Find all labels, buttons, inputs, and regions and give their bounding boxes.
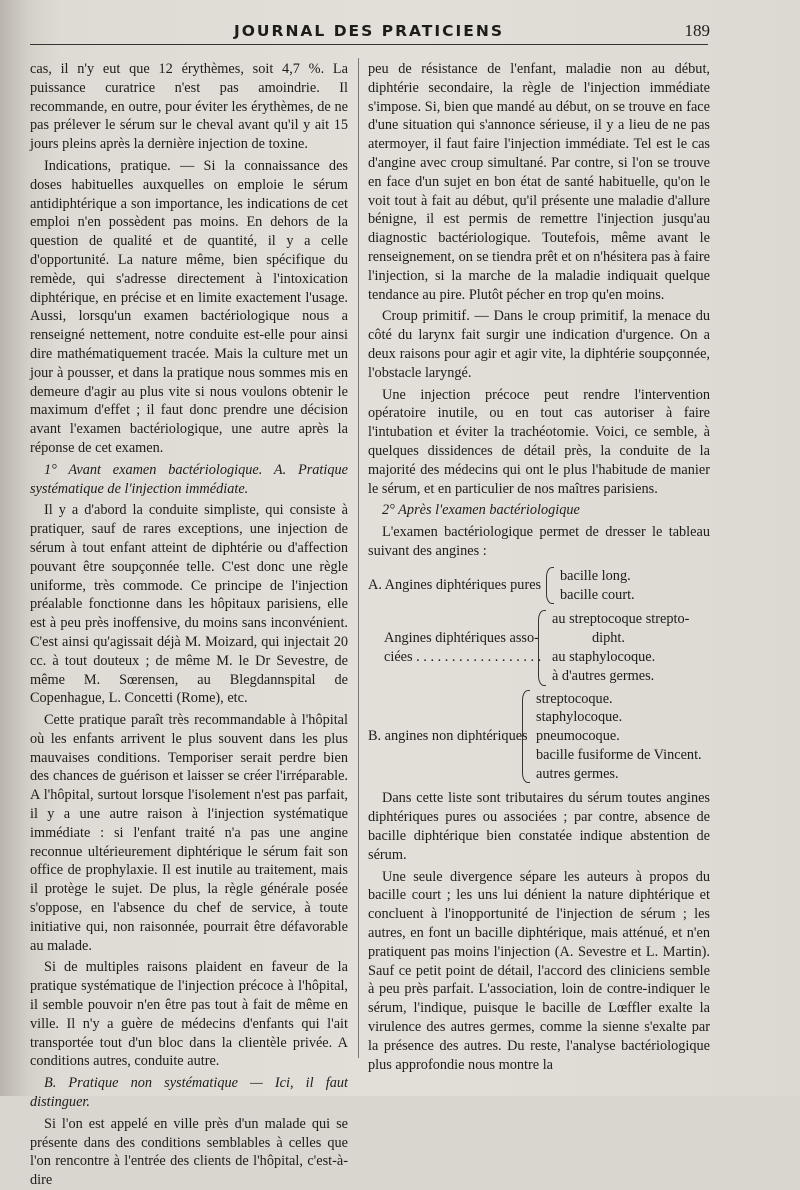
- group-item: bacille fusiforme de Vincent.: [536, 746, 702, 763]
- paragraph-croup: Croup primitif. — Dans le croup primitif, la menace du côté du larynx fait surgir une indication d'urgence. On a deux raisons pour agir et agir vite, la diphtérie soupçonnée, l'obstacle laryngé.: [368, 308, 710, 381]
- right-column: [368, 60, 710, 1074]
- paragraph: peu de résistance de l'enfant, maladie non au début, diphtérie secondaire, la règle de l'injection immédiate s'impose. Si, bien que mandé au début, on se trouve en face d'une situation qui s'annonce sérieuse, il y a lieu de ne pas atermoyer, il faut faire l'injection immédiate. Tel est le cas d'angine avec croup simultané. Par contre, si l'on se trouve en face d'un sujet en bon état de santé habituelle, qu'on le voit tout à fait au début, qu'il présente une maladie d'allure bénigne, il est permis de remettre l'injection jusqu'au diagnostic bactériologique. Toutefois, même avant le renseignement, on se tiendra prêt et on n'hésitera pas à faire l'injection, si la marche de la maladie indiquait quelque tendance au pire. Plutôt pécher en trop qu'en moins.: [368, 61, 710, 303]
- group-item: dipht.: [592, 630, 625, 647]
- group-item: bacille court.: [560, 586, 635, 603]
- running-title: JOURNAL DES PRATICIENS: [233, 22, 504, 40]
- group-item: pneumocoque.: [536, 728, 620, 745]
- paragraph: Si l'on est appelé en ville près d'un malade qui se présente dans des conditions semblables à celles que l'on rencontre à l'entrée des clients de l'hôpital, c'est-à-dire: [30, 1115, 348, 1189]
- brace: [546, 567, 554, 605]
- brace: [538, 610, 546, 685]
- section-heading-before-exam: 1° Avant examen bactériologique. A. Pratique systématique de l'injection immédiate.: [30, 461, 348, 497]
- brace: [522, 690, 530, 784]
- group-label: B. angines non diphtériques: [368, 728, 528, 745]
- angina-classification-table: [368, 567, 710, 784]
- group-label-wrap: [384, 629, 542, 667]
- group-diphtheric-pure: [368, 567, 710, 605]
- page-number: 189: [684, 21, 710, 40]
- group-diphtheric-associated: [384, 610, 710, 685]
- column-divider: [358, 58, 359, 1058]
- group-label: A. Angines diphtériques pures: [368, 577, 542, 594]
- paragraph-indications: Indications, pratique. — Si la connaissance des doses habituelles auxquelles on emploie le sérum antidiphtérique a son importance, les indications de cet emploi n'en possèdent pas moins. En dehors de la question de qualité et de quantité, il y a celle d'opportunité. La nature même, bien spécifique du remède, qui s'adresse directement à l'intoxication diphtérique, en précise et en limite exactement l'usage. Aussi, lorsqu'un examen bactériologique nous a renseigné nettement, notre conduite est-elle pour ainsi dire mathématiquement tracée. Mais la culture met un jour à pousser, et dans la pratique nous sommes mis en demeure d'agir au plus vite si nous voulons obtenir le maximum d'effet ; il faut donc prendre une décision avant l'examen bactériologique, une autre après la réponse de cet examen.: [30, 157, 348, 456]
- group-label: ciées . . . . . . . . . . . . . . . . . .: [384, 648, 542, 665]
- group-non-diphtheric: [368, 690, 710, 784]
- paragraph: Il y a d'abord la conduite simpliste, qui consiste à pratiquer, sauf de rares exceptions, une injection de sérum à tout enfant atteint de diphtérie ou d'affection pouvant être soupçonnée telle. C'est donc une règle uniforme, très commode. Ce principe de l'injection préalable fonctionne dans les hôpitaux parisiens, elle est à peu près inoffensive, du moins sans inconvénient. C'est ainsi qu'agissait déjà M. Moizard, qui injectait 20 cc. à tout douteux ; de même M. le Dr Sevestre, de même M. Sœrensen, au Blegdannspital de Copenhague, L. Concetti (Rome), etc.: [30, 502, 348, 707]
- group-item: à d'autres germes.: [552, 667, 655, 684]
- paragraph: Cette pratique paraît très recommandable à l'hôpital où les enfants arrivent le plus souvent dans les plus mauvaises conditions. Temporiser serait perdre bien des chances de guérison et laisser se créer l'irréparable. A l'hôpital, surtout lorsque l'isolement n'est pas parfait, il y a une autre raison à l'injection systématique immédiate : si l'enfant traité n'a pas une angine reconnue ultérieurement diphtérique le sérum fait son office de prophylaxie. Il est inutile au traitement, mais il protège le sujet. De plus, la règle générale posée s'oppose, en l'absence du chef de service, à toute initiative qui, non raisonnée, pourrait être défavorable au malade.: [30, 712, 348, 954]
- paragraph: L'examen bactériologique permet de dresser le tableau suivant des angines :: [368, 524, 710, 559]
- group-item: staphylocoque.: [536, 709, 623, 726]
- group-item: streptocoque.: [536, 690, 613, 707]
- paragraph: cas, il n'y eut que 12 érythèmes, soit 4,7 %. La puissance curatrice n'est pas amoindrie. Il recommande, en outre, pour éviter les érythèmes, de ne pas prélever le sérum sur le cheval avant qu'il y ait 15 jours pleins après la dernière injection de toxine.: [30, 61, 348, 153]
- group-item: au streptocoque strepto-: [552, 611, 690, 628]
- paragraph: Une seule divergence sépare les auteurs à propos du bacille court ; les uns lui dénient la nature diphtérique et concluent à l'inopportunité de l'injection de sérum ; les autres, en font un bacille diphtérique, mais atténué, et n'en pratiquent pas moins l'injection (A. Sevestre et L. Martin). Sauf ce petit point de détail, l'accord des cliniciens semble à peu près parfait. L'association, loin de contre-indiquer le sérum, l'indique, puisque le bacille de Lœffler exalte la virulence des autres germes, comme la sienne s'exalte par la présence des autres. Du reste, l'analyse bactériologique plus approfondie nous montre la: [368, 868, 710, 1073]
- section-heading-after-exam: 2° Après l'examen bactériologique: [382, 502, 580, 519]
- section-heading-non-systematic: B. Pratique non systématique — Ici, il faut distinguer.: [30, 1075, 348, 1111]
- group-item: autres germes.: [536, 765, 619, 782]
- group-item: au staphylocoque.: [552, 648, 656, 665]
- group-item: bacille long.: [560, 567, 631, 584]
- group-label: Angines diphtériques asso-: [384, 630, 539, 647]
- left-column: [30, 60, 348, 1190]
- paragraph: Dans cette liste sont tributaires du sérum toutes angines diphtériques pures ou associées ; par contre, absence de bacille diphtérique bien constatée indique abstention de sérum.: [368, 790, 710, 863]
- paragraph: Si de multiples raisons plaident en faveur de la pratique systématique de l'injection précoce à l'hôpital, il semble pouvoir n'en être pas tout à fait de même en ville. Il n'y a guère de médecins d'enfants qui l'ait transportée tout d'un bloc dans la clientèle privée. A conditions autres, conduite autre.: [30, 959, 348, 1070]
- paragraph: Une injection précoce peut rendre l'intervention opératoire inutile, ou en tout cas autoriser à faire l'intubation et éviter la trachéotomie. Voici, ce semble, à quelques dissidences de détail près, la conduite de la majorité des médecins qui ont le plus l'habitude de manier le sérum, et en particulier de nos maîtres parisiens.: [368, 386, 710, 497]
- page-header: [30, 18, 708, 45]
